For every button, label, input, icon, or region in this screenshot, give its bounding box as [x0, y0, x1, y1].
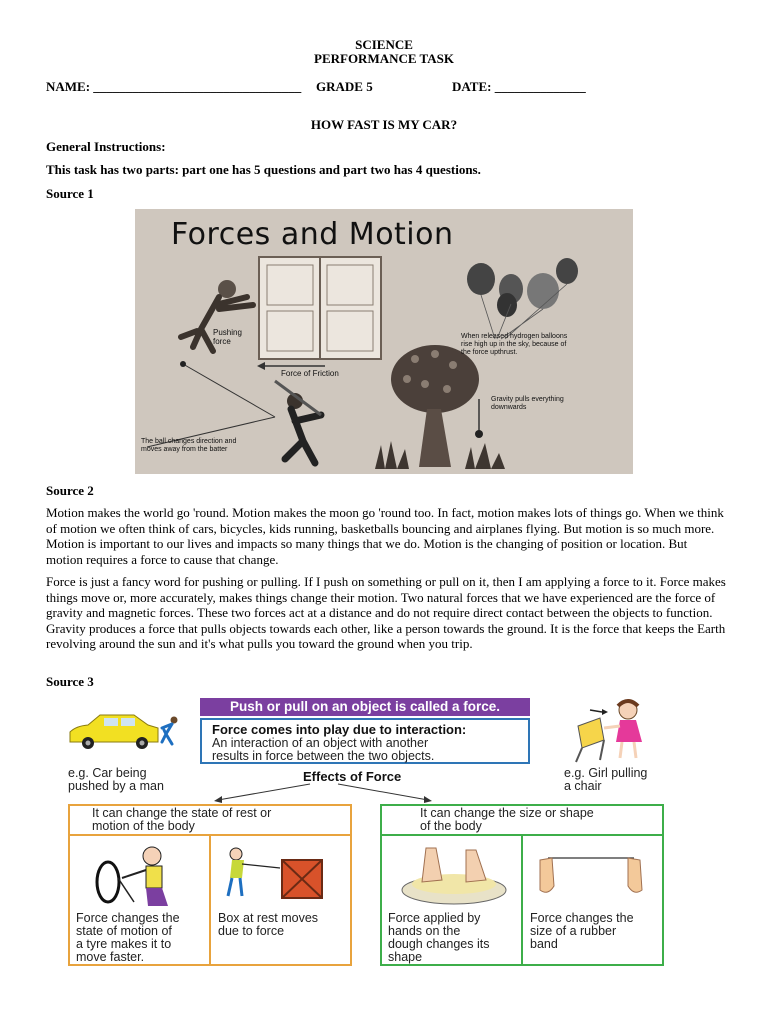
hands-on-dough-illustration	[392, 840, 516, 910]
heading-line: It can change the state of rest or	[92, 806, 272, 820]
caption-line: moves away from the batter	[141, 446, 228, 453]
caption-line: hands on the	[388, 924, 461, 938]
task-heading: PERFORMANCE TASK	[314, 51, 454, 66]
girl-pulling-chair-illustration	[570, 698, 662, 764]
caption-line: rise high up in the sky, because of	[461, 341, 567, 348]
caption-line: pushed by a man	[68, 779, 164, 793]
effects-arrows	[210, 782, 440, 806]
dough-caption	[388, 912, 489, 964]
divider	[209, 834, 211, 964]
caption-line: Force changes the	[530, 911, 634, 925]
interaction-box	[200, 718, 530, 764]
caption-line: Pushing	[213, 328, 242, 337]
girl-caption	[564, 767, 647, 793]
heading-line: motion of the body	[92, 819, 195, 833]
caption-line: e.g. Girl pulling	[564, 766, 648, 780]
car-pushed-illustration	[66, 712, 196, 752]
rubber-band-caption	[530, 912, 634, 951]
caption-line: Box at rest moves	[218, 911, 319, 925]
caption-line: band	[530, 937, 558, 951]
state-of-motion-box	[68, 804, 352, 966]
heading-line: of the body	[420, 819, 482, 833]
pushing-force-caption	[213, 328, 242, 346]
boy-with-tyre-illustration	[78, 842, 198, 908]
interaction-text-line: An interaction of an object with another	[212, 736, 429, 750]
source1-label: Source 1	[46, 186, 94, 201]
caption-line: Force changes the	[76, 911, 180, 925]
size-shape-box	[380, 804, 664, 966]
divider	[521, 834, 523, 964]
subject-heading: SCIENCE	[355, 37, 413, 52]
caption-line: Gravity pulls everything	[491, 396, 564, 403]
instructions-text: This task has two parts: part one has 5 questions and part two has 4 questions.	[46, 162, 481, 177]
source3-label: Source 3	[46, 674, 94, 689]
caption-line: size of a rubber	[530, 924, 617, 938]
box-caption	[218, 912, 318, 938]
state-heading	[92, 807, 271, 833]
forces-and-motion-image	[135, 209, 633, 474]
caption-line: a tyre makes it to	[76, 937, 172, 951]
caption-line: e.g. Car being	[68, 766, 147, 780]
caption-line: move faster.	[76, 950, 145, 964]
caption-line: due to force	[218, 924, 285, 938]
heading-line: It can change the size or shape	[420, 806, 594, 820]
page-title: HOW FAST IS MY CAR?	[310, 117, 458, 132]
instructions-heading: General Instructions:	[46, 139, 166, 154]
source2-paragraph-2: Force is just a fancy word for pushing or pulling. If I push on something or pull on it, then I am applying a force to it. Force makes things move or, more accurately, makes things change their motion. Two natural forces that we have experienced are the force of gravity and magnetic forces. These two forces act at a distance and do not require direct contact between the objects to function. Gravity produces a force that pulls objects towards each other, like a person towards the ground. It is the force that keeps the Earth revolving around the sun and it's what pulls you toward the ground when you trip.	[46, 574, 726, 652]
man-pulling-box-illustration	[218, 846, 348, 908]
source2-paragraph-1: Motion makes the world go 'round. Motion makes the moon go 'round too. In fact, motion makes lots of things go. When we think of motion we often think of cars, bicycles, kids running, basketballs bouncing and airplanes flying. But motion is so much more. Motion is important to our lives and impacts so many things that we do. Motion is the changing of position or location. But motion requires a force to cause that change.	[46, 505, 724, 567]
caption-line: Force applied by	[388, 911, 481, 925]
grade-label: GRADE 5	[316, 79, 373, 94]
balloons-caption	[461, 333, 567, 357]
friction-caption: Force of Friction	[281, 369, 339, 378]
gravity-caption	[491, 396, 564, 412]
car-caption	[68, 767, 164, 793]
rubber-band-illustration	[532, 846, 656, 906]
source2-label: Source 2	[46, 483, 94, 498]
size-heading	[420, 807, 594, 833]
date-field: DATE: ______________	[452, 79, 586, 94]
caption-line: The ball changes direction and	[141, 438, 237, 445]
caption-line: dough changes its	[388, 937, 490, 951]
name-field: NAME: ________________________________	[46, 79, 302, 94]
caption-line: the force upthrust.	[461, 349, 518, 356]
caption-line: force	[213, 337, 231, 346]
effects-of-force-heading: Effects of Force	[303, 769, 402, 784]
caption-line: downwards	[491, 404, 527, 411]
caption-line: a chair	[564, 779, 602, 793]
caption-line: When released hydrogen balloons	[461, 333, 568, 340]
ball-caption	[141, 438, 236, 454]
tyre-caption	[76, 912, 180, 964]
image-title: Forces and Motion	[171, 217, 454, 252]
caption-line: state of motion of	[76, 924, 172, 938]
interaction-text-line: results in force between the two objects.	[212, 749, 435, 763]
interaction-title: Force comes into play due to interaction:	[212, 722, 467, 737]
force-definition-banner: Push or pull on an object is called a force.	[200, 698, 530, 716]
caption-line: shape	[388, 950, 423, 964]
